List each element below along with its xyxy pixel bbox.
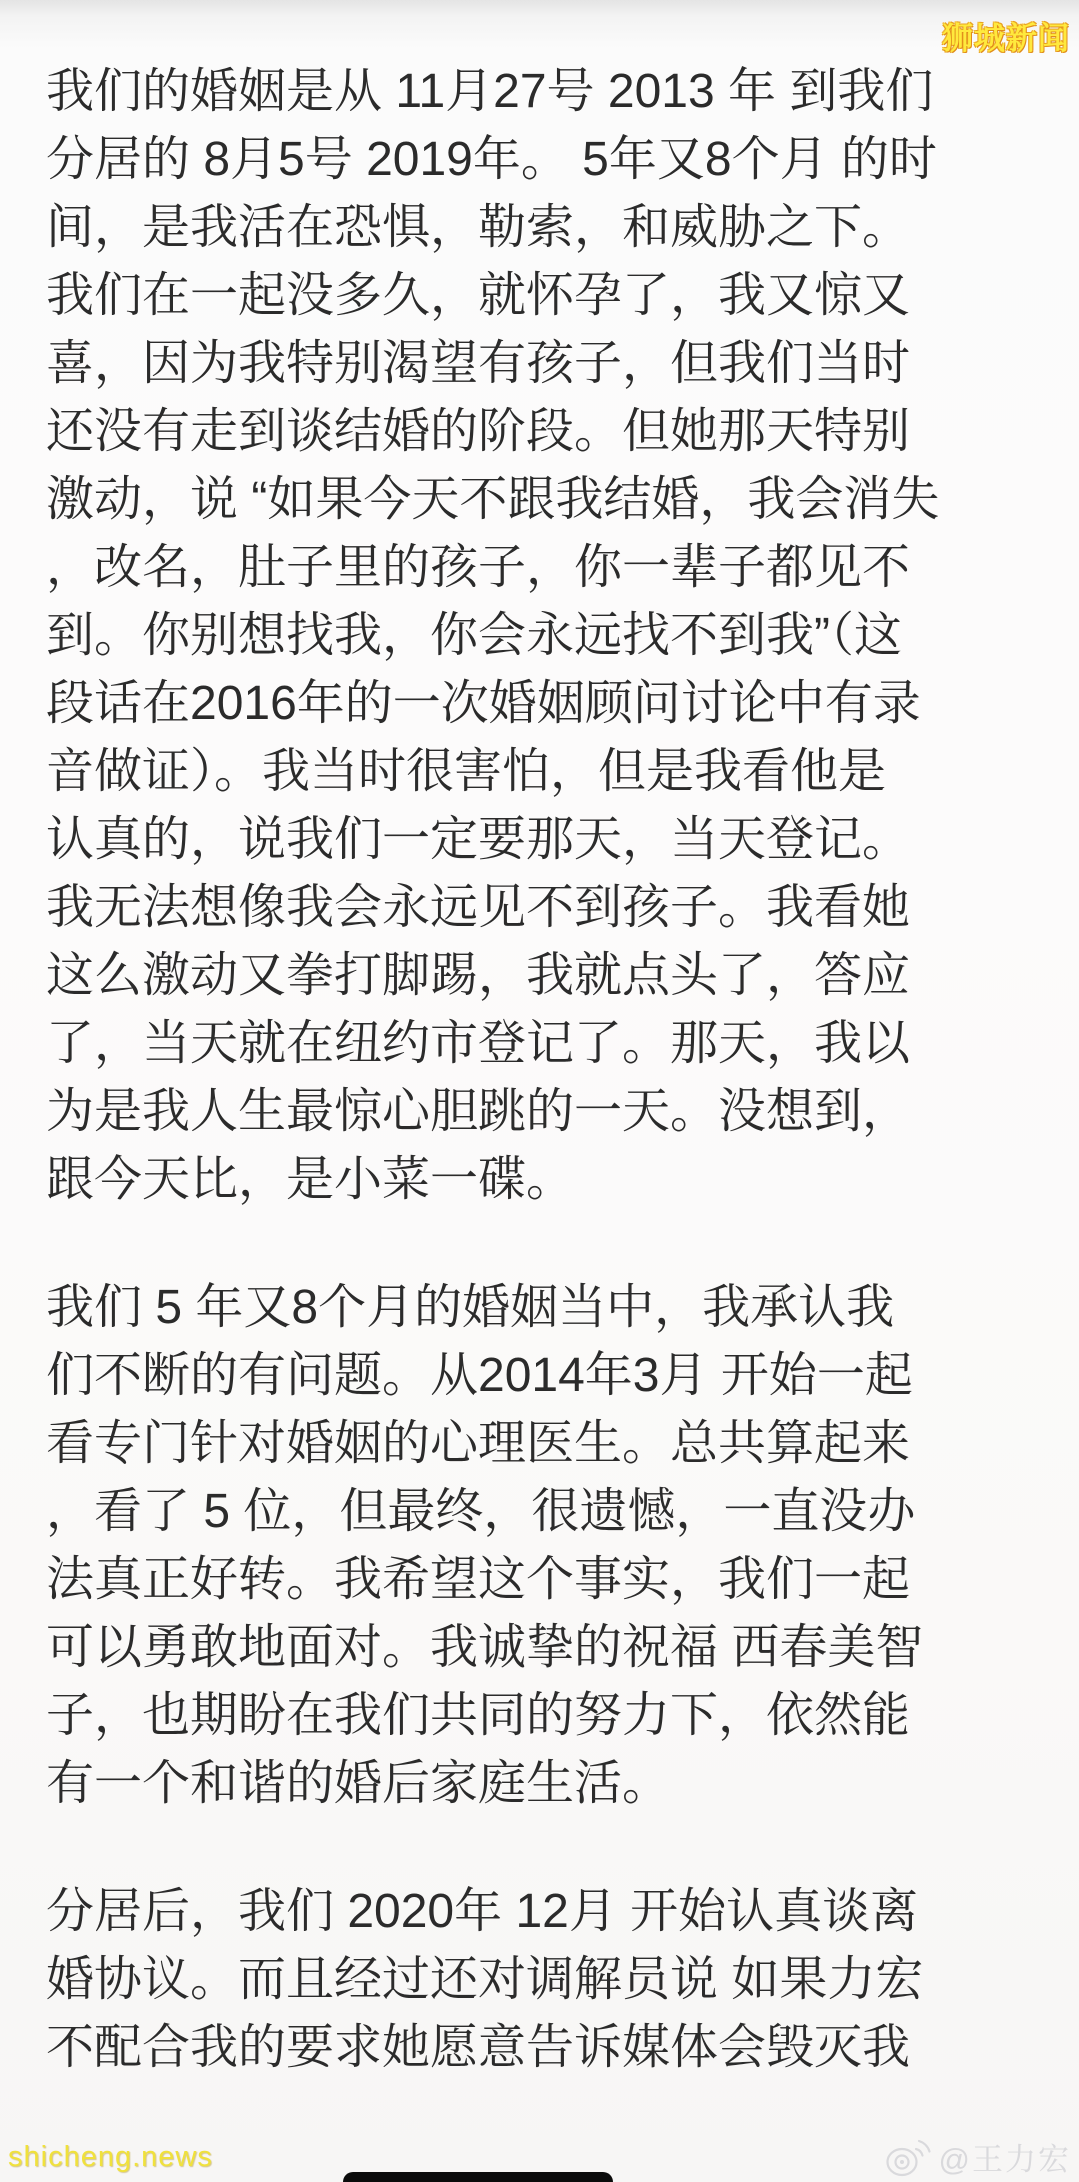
text-line: 分居后，我们 2020年 12月 开始认真谈离 [46, 1885, 919, 1938]
weibo-handle-watermark: @王力宏 [938, 2142, 1071, 2177]
text-line: 我们的婚姻是从 11月27号 2013 年 到我们 [46, 65, 934, 118]
weibo-eye-icon [883, 2136, 931, 2178]
text-line: ，看了 5 位，但最终，很遗憾，一直没办 [46, 1485, 916, 1538]
text-line: 激动，说 “如果今天不跟我结婚，我会消失 [46, 473, 940, 526]
bottom-cropped-black-bar [343, 2172, 613, 2182]
text-line: 我们在一起没多久，就怀孕了，我又惊又 [46, 269, 911, 322]
text-line: 我们 5 年又8个月的婚姻当中，我承认我 [46, 1281, 895, 1334]
statement-text [46, 58, 1060, 2142]
text-line: 音做证）。我当时很害怕，但是我看他是 [46, 745, 887, 798]
text-line: 看专门针对婚姻的心理医生。总共算起来 [46, 1417, 911, 1470]
paragraph-divorce-talks [46, 1878, 1060, 2082]
text-line: 这么激动又拳打脚踢，我就点头了，答应 [46, 949, 911, 1002]
news-site-watermark: 狮城新闻 [942, 21, 1070, 56]
text-line: 不配合我的要求她愿意告诉媒体会毁灭我 [46, 2021, 911, 2074]
text-line: 间，是我活在恐惧，勒索，和威胁之下。 [46, 201, 911, 254]
text-line: 还没有走到谈结婚的阶段。但她那天特别 [46, 405, 911, 458]
text-line: 段话在2016年的一次婚姻顾问讨论中有录 [46, 677, 921, 730]
text-line: 有一个和谐的婚后家庭生活。 [46, 1757, 671, 1810]
text-line: 喜，因为我特别渴望有孩子，但我们当时 [46, 337, 911, 390]
text-line: 认真的，说我们一定要那天，当天登记。 [46, 813, 911, 866]
text-line: 可以勇敢地面对。我诚挚的祝福 西春美智 [46, 1621, 924, 1674]
text-line: 们不断的有问题。从2014年3月 开始一起 [46, 1349, 913, 1402]
text-line: 到。你别想找我，你会永远找不到我”（这 [46, 609, 902, 662]
weibo-watermark [883, 2134, 1071, 2179]
text-line: ，改名，肚子里的孩子，你一辈子都见不 [46, 541, 911, 594]
text-line: 分居的 8月5号 2019年。 5年又8个月 的时 [46, 133, 937, 186]
paragraph-counseling [46, 1274, 1060, 1818]
text-line: 我无法想像我会永远见不到孩子。我看她 [46, 881, 911, 934]
text-line: 婚协议。而且经过还对调解员说 如果力宏 [46, 1953, 924, 2006]
paragraph-marriage-timeline [46, 58, 1060, 1214]
text-line: 子，也期盼在我们共同的努力下，依然能 [46, 1689, 911, 1742]
text-line: 跟今天比，是小菜一碟。 [46, 1153, 575, 1206]
text-line: 了，当天就在纽约市登记了。那天，我以 [46, 1017, 911, 1070]
text-line: 为是我人生最惊心胆跳的一天。没想到， [46, 1085, 911, 1138]
text-line: 法真正好转。我希望这个事实，我们一起 [46, 1553, 911, 1606]
site-url-watermark: shicheng.news [8, 2141, 213, 2173]
